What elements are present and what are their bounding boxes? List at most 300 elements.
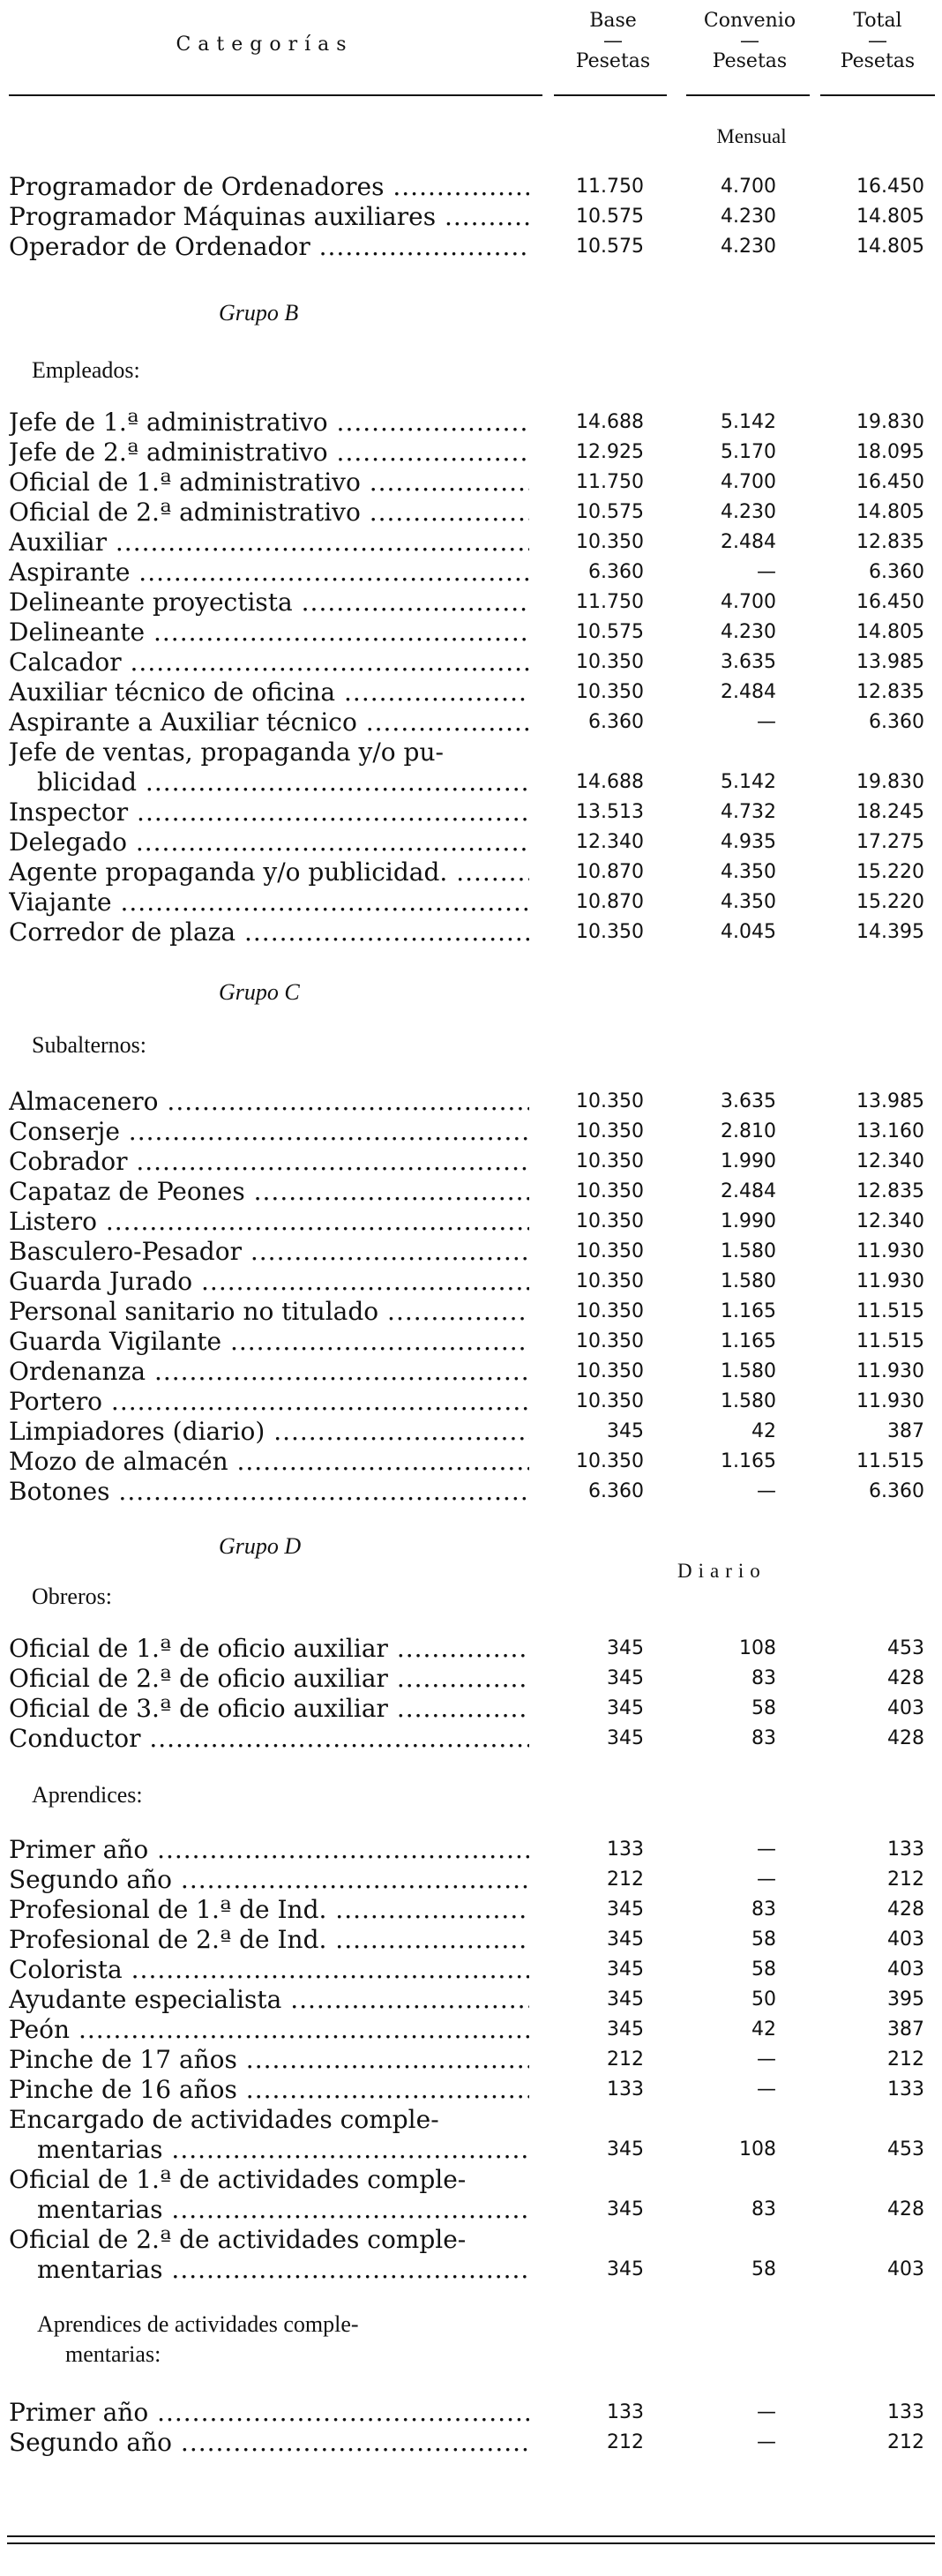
row-total: 11.515 — [856, 1300, 924, 1322]
grupo-b-rows-2 — [0, 798, 942, 947]
row-name: Peón ..... — [9, 2015, 529, 2045]
jefe-ventas-row — [0, 738, 942, 798]
row-name: Profesional de 2.ª de Ind. ..... — [9, 1925, 529, 1955]
header-convenio-dash: — — [740, 30, 759, 52]
row-base: 345 — [607, 1420, 644, 1442]
row-name: Inspector ..... — [9, 798, 529, 827]
row-base: 133 — [607, 2401, 644, 2423]
row-convenio: 5.142 — [721, 771, 776, 793]
row-base: 212 — [607, 1868, 644, 1891]
header-convenio-unit: Pesetas — [712, 50, 788, 72]
row-name: Guarda Jurado ..... — [9, 1267, 529, 1297]
row-convenio: 3.635 — [721, 651, 776, 673]
row-name: Personal sanitario no titulado ..... — [9, 1297, 529, 1327]
row-convenio: 2.484 — [721, 681, 776, 703]
row-convenio: 4.230 — [721, 236, 776, 258]
row-name: Oficial de 2.ª de actividades comple- — [9, 2225, 467, 2254]
row-name: Aspirante a Auxiliar técnico ..... — [9, 708, 529, 738]
grupo-c-rows — [0, 1087, 942, 1507]
table-row — [0, 708, 942, 738]
row-name: mentarias ..... — [37, 2255, 529, 2285]
row-name: Jefe de 1.ª administrativo ..... — [9, 408, 529, 438]
row-convenio: 83 — [751, 1727, 776, 1749]
row-name: Jefe de ventas, propaganda y/o pu- — [9, 738, 444, 767]
row-name: Jefe de 2.ª administrativo ..... — [9, 438, 529, 468]
row-total: 133 — [887, 2078, 924, 2100]
row-base: 10.350 — [576, 1120, 644, 1142]
table-row — [0, 2135, 942, 2165]
table-row — [0, 648, 942, 678]
row-convenio: — — [757, 1868, 776, 1891]
table-row — [0, 1147, 942, 1177]
row-name: Aspirante ..... — [9, 558, 529, 588]
row-name: Agente propaganda y/o publicidad. ..... — [9, 857, 529, 887]
table-row — [0, 1865, 942, 1895]
row-total: 12.835 — [856, 1180, 924, 1202]
row-total: 403 — [887, 1928, 924, 1951]
row-base: 345 — [607, 1697, 644, 1719]
row-base: 10.350 — [576, 1210, 644, 1232]
row-base: 345 — [607, 1928, 644, 1951]
row-name: Oficial de 2.ª administrativo ..... — [9, 498, 529, 528]
table-row — [0, 2015, 942, 2045]
row-base: 345 — [607, 1898, 644, 1921]
row-base: 10.350 — [576, 1150, 644, 1172]
row-name: Basculero-Pesador ..... — [9, 1237, 529, 1267]
row-name: Almacenero ..... — [9, 1087, 529, 1117]
table-row — [0, 1634, 942, 1664]
row-name: Primer año ..... — [9, 2398, 529, 2428]
table-row — [0, 1267, 942, 1297]
table-row — [0, 1477, 942, 1507]
row-convenio: 42 — [751, 2018, 776, 2041]
row-base: 10.350 — [576, 1450, 644, 1472]
row-base: 6.360 — [588, 561, 644, 583]
footer-rule — [7, 2542, 935, 2544]
row-base: 10.350 — [576, 1360, 644, 1382]
row-name: Portero ..... — [9, 1387, 529, 1417]
row-name: Profesional de 1.ª de Ind. ..... — [9, 1895, 529, 1925]
row-convenio: 108 — [739, 1637, 776, 1659]
row-total: 18.245 — [856, 801, 924, 823]
header-base — [547, 9, 679, 74]
row-convenio: 83 — [751, 2198, 776, 2220]
row-convenio: 4.700 — [721, 176, 776, 198]
table-row — [0, 202, 942, 232]
row-base: 345 — [607, 2138, 644, 2160]
grupo-c-subtitle: Subalternos: — [32, 1032, 146, 1058]
row-convenio: 3.635 — [721, 1090, 776, 1112]
header-rule — [686, 94, 810, 96]
row-name: Ordenanza ..... — [9, 1357, 529, 1387]
row-total: 15.220 — [856, 861, 924, 883]
row-name: Auxiliar ..... — [9, 528, 529, 558]
row-convenio: 58 — [751, 1958, 776, 1981]
row-name: Oficial de 1.ª de oficio auxiliar ..... — [9, 1634, 529, 1664]
row-convenio: 108 — [739, 2138, 776, 2160]
period-label-mensual: Mensual — [716, 125, 787, 147]
oficial-2-act-row — [0, 2225, 942, 2285]
row-total: 16.450 — [856, 176, 924, 198]
row-name: Corredor de plaza ..... — [9, 917, 529, 947]
table-row — [0, 1447, 942, 1477]
table-row — [0, 232, 942, 262]
row-base: 345 — [607, 1727, 644, 1749]
table-row — [0, 2105, 942, 2135]
table-row — [0, 1207, 942, 1237]
row-total: 14.805 — [856, 206, 924, 228]
row-name: Programador de Ordenadores ..... — [9, 172, 529, 202]
row-total: 6.360 — [869, 711, 924, 733]
table-row — [0, 528, 942, 558]
row-total: 428 — [887, 1667, 924, 1689]
table-row — [0, 1835, 942, 1865]
table-header — [0, 7, 942, 95]
row-convenio: 4.045 — [721, 921, 776, 943]
table-row — [0, 678, 942, 708]
row-convenio: 4.700 — [721, 591, 776, 613]
obreros-rows — [0, 1634, 942, 1754]
row-convenio: 5.142 — [721, 411, 776, 433]
table-row — [0, 1117, 942, 1147]
row-base: 11.750 — [576, 591, 644, 613]
row-convenio: 1.990 — [721, 1150, 776, 1172]
header-total-label: Total — [853, 10, 902, 32]
row-total: 13.985 — [856, 651, 924, 673]
row-total: 11.930 — [856, 1360, 924, 1382]
table-row — [0, 1177, 942, 1207]
row-name: Mozo de almacén ..... — [9, 1447, 529, 1477]
row-name: Colorista ..... — [9, 1955, 529, 1985]
table-row — [0, 1694, 942, 1724]
row-base: 14.688 — [576, 771, 644, 793]
row-base: 212 — [607, 2048, 644, 2071]
row-total: 12.340 — [856, 1150, 924, 1172]
row-base: 345 — [607, 2018, 644, 2041]
header-total-unit: Pesetas — [840, 50, 916, 72]
table-row — [0, 1297, 942, 1327]
row-convenio: 1.165 — [721, 1450, 776, 1472]
row-convenio: 4.230 — [721, 621, 776, 643]
row-name: Ayudante especialista ..... — [9, 1985, 529, 2015]
row-convenio: — — [757, 2431, 776, 2453]
row-convenio: 1.580 — [721, 1270, 776, 1292]
table-row — [0, 2075, 942, 2105]
row-total: 428 — [887, 1727, 924, 1749]
row-base: 10.350 — [576, 1300, 644, 1322]
row-name: Operador de Ordenador ..... — [9, 232, 529, 262]
table-row — [0, 438, 942, 468]
aprendices-rows — [0, 1835, 942, 2105]
row-convenio: — — [757, 561, 776, 583]
header-base-label: Base — [589, 10, 637, 32]
row-total: 403 — [887, 1697, 924, 1719]
row-convenio: 4.350 — [721, 891, 776, 913]
row-name: mentarias ..... — [37, 2195, 529, 2225]
table-row — [0, 798, 942, 827]
row-name: Limpiadores (diario) ..... — [9, 1417, 529, 1447]
obreros-label: Obreros: — [32, 1584, 112, 1609]
row-total: 387 — [887, 2018, 924, 2041]
row-base: 133 — [607, 1838, 644, 1861]
row-name: Programador Máquinas auxiliares ..... — [9, 202, 529, 232]
row-convenio: 1.580 — [721, 1240, 776, 1262]
row-base: 11.750 — [576, 176, 644, 198]
row-base: 11.750 — [576, 471, 644, 493]
row-base: 10.870 — [576, 891, 644, 913]
row-name: blicidad ..... — [37, 768, 529, 798]
header-rule — [820, 94, 935, 96]
row-convenio: — — [757, 2078, 776, 2100]
row-convenio: 2.810 — [721, 1120, 776, 1142]
row-name: Oficial de 3.ª de oficio auxiliar ..... — [9, 1694, 529, 1724]
table-row — [0, 827, 942, 857]
row-convenio: 4.732 — [721, 801, 776, 823]
row-base: 133 — [607, 2078, 644, 2100]
header-total — [820, 9, 935, 74]
row-convenio: — — [757, 1480, 776, 1502]
row-base: 345 — [607, 2258, 644, 2280]
row-total: 133 — [887, 1838, 924, 1861]
aprendices-act-label-1: Aprendices de actividades complе- — [37, 2311, 359, 2337]
row-total: 6.360 — [869, 561, 924, 583]
row-total: 19.830 — [856, 411, 924, 433]
row-total: 13.985 — [856, 1090, 924, 1112]
row-base: 345 — [607, 1637, 644, 1659]
table-row — [0, 1664, 942, 1694]
row-base: 6.360 — [588, 711, 644, 733]
row-base: 10.350 — [576, 1330, 644, 1352]
table-row — [0, 1357, 942, 1387]
row-base: 10.350 — [576, 651, 644, 673]
row-base: 12.925 — [576, 441, 644, 463]
row-total: 12.340 — [856, 1210, 924, 1232]
table-row — [0, 618, 942, 648]
header-convenio — [679, 9, 820, 74]
row-name: Delegado ..... — [9, 827, 529, 857]
row-name: Segundo año ..... — [9, 2428, 529, 2458]
row-name: Capataz de Peones ..... — [9, 1177, 529, 1207]
row-base: 12.340 — [576, 831, 644, 853]
row-convenio: 2.484 — [721, 531, 776, 553]
row-convenio: 1.580 — [721, 1390, 776, 1412]
oficial-1-act-row — [0, 2165, 942, 2225]
row-total: 11.930 — [856, 1270, 924, 1292]
row-name: Listero ..... — [9, 1207, 529, 1237]
table-row — [0, 1724, 942, 1754]
row-total: 14.805 — [856, 501, 924, 523]
row-total: 17.275 — [856, 831, 924, 853]
row-total: 428 — [887, 1898, 924, 1921]
aprendices-label: Aprendices: — [32, 1782, 143, 1808]
row-base: 345 — [607, 2198, 644, 2220]
row-base: 10.575 — [576, 501, 644, 523]
row-convenio: — — [757, 2401, 776, 2423]
row-total: 12.835 — [856, 681, 924, 703]
row-base: 10.350 — [576, 1090, 644, 1112]
row-name: Pinche de 17 años ..... — [9, 2045, 529, 2075]
row-base: 10.870 — [576, 861, 644, 883]
row-convenio: 50 — [751, 1988, 776, 2011]
row-total: 14.395 — [856, 921, 924, 943]
table-row — [0, 738, 942, 768]
row-convenio: 4.230 — [721, 206, 776, 228]
row-total: 6.360 — [869, 1480, 924, 1502]
row-convenio: 4.230 — [721, 501, 776, 523]
table-row — [0, 498, 942, 528]
row-total: 212 — [887, 2048, 924, 2071]
row-base: 10.575 — [576, 236, 644, 258]
header-categorias: Categorías — [176, 34, 354, 56]
header-convenio-label: Convenio — [703, 10, 796, 32]
row-convenio: 83 — [751, 1667, 776, 1689]
row-convenio: 4.935 — [721, 831, 776, 853]
row-base: 345 — [607, 1667, 644, 1689]
table-row — [0, 588, 942, 618]
table-row — [0, 887, 942, 917]
row-total: 16.450 — [856, 471, 924, 493]
row-total: 395 — [887, 1988, 924, 2011]
header-rule — [9, 94, 542, 96]
table-row — [0, 2428, 942, 2458]
grupo-d-title: Grupo D — [219, 1533, 302, 1559]
row-base: 212 — [607, 2431, 644, 2453]
row-name: Oficial de 1.ª administrativo ..... — [9, 468, 529, 498]
table-row — [0, 917, 942, 947]
row-base: 10.350 — [576, 531, 644, 553]
table-row — [0, 408, 942, 438]
row-total: 11.930 — [856, 1240, 924, 1262]
grupo-a-rows — [0, 172, 942, 262]
table-row — [0, 2255, 942, 2285]
row-total: 16.450 — [856, 591, 924, 613]
row-total: 14.805 — [856, 621, 924, 643]
header-rule — [554, 94, 667, 96]
row-convenio: 58 — [751, 1697, 776, 1719]
row-base: 345 — [607, 1988, 644, 2011]
aprendices-act-rows — [0, 2398, 942, 2458]
row-name: Botones ..... — [9, 1477, 529, 1507]
table-row — [0, 2045, 942, 2075]
row-convenio: 1.165 — [721, 1330, 776, 1352]
row-name: Delineante ..... — [9, 618, 529, 648]
row-name: Delineante proyectista ..... — [9, 588, 529, 618]
row-convenio: 42 — [751, 1420, 776, 1442]
encargado-row — [0, 2105, 942, 2165]
row-base: 10.575 — [576, 206, 644, 228]
row-base: 10.350 — [576, 1180, 644, 1202]
row-total: 13.160 — [856, 1120, 924, 1142]
table-row — [0, 857, 942, 887]
table-row — [0, 1417, 942, 1447]
row-name: Conductor ..... — [9, 1724, 529, 1754]
row-name: Encargado de actividades comple- — [9, 2105, 439, 2134]
row-convenio: — — [757, 711, 776, 733]
table-row — [0, 2195, 942, 2225]
row-total: 453 — [887, 1637, 924, 1659]
row-convenio: 2.484 — [721, 1180, 776, 1202]
table-row — [0, 1895, 942, 1925]
row-base: 10.350 — [576, 921, 644, 943]
table-row — [0, 1327, 942, 1357]
table-row — [0, 558, 942, 588]
row-name: Pinche de 16 años ..... — [9, 2075, 529, 2105]
row-total: 403 — [887, 2258, 924, 2280]
row-name: Guarda Vigilante ..... — [9, 1327, 529, 1357]
row-convenio: 4.350 — [721, 861, 776, 883]
row-name: mentarias ..... — [37, 2135, 529, 2165]
row-base: 10.350 — [576, 1390, 644, 1412]
row-total: 11.930 — [856, 1390, 924, 1412]
aprendices-act-label-2: mentarias: — [65, 2341, 161, 2367]
row-total: 12.835 — [856, 531, 924, 553]
row-convenio: — — [757, 2048, 776, 2071]
table-row — [0, 1087, 942, 1117]
row-name: Cobrador ..... — [9, 1147, 529, 1177]
row-convenio: 1.165 — [721, 1300, 776, 1322]
table-row — [0, 2225, 942, 2255]
row-base: 6.360 — [588, 1480, 644, 1502]
header-total-dash: — — [868, 30, 887, 52]
row-name: Auxiliar técnico de oficina ..... — [9, 678, 529, 708]
grupo-b-title: Grupo B — [219, 300, 299, 326]
row-convenio: 58 — [751, 1928, 776, 1951]
table-row — [0, 172, 942, 202]
table-row — [0, 1925, 942, 1955]
period-label-diario: Diario — [677, 1560, 766, 1582]
row-convenio: 1.990 — [721, 1210, 776, 1232]
row-total: 403 — [887, 1958, 924, 1981]
header-base-dash: — — [603, 30, 623, 52]
row-base: 10.350 — [576, 1240, 644, 1262]
row-convenio: 83 — [751, 1898, 776, 1921]
row-convenio: 5.170 — [721, 441, 776, 463]
grupo-b-subtitle: Empleados: — [32, 357, 140, 383]
row-total: 19.830 — [856, 771, 924, 793]
grupo-b-rows — [0, 408, 942, 738]
row-base: 10.350 — [576, 681, 644, 703]
row-name: Conserje ..... — [9, 1117, 529, 1147]
row-convenio: 58 — [751, 2258, 776, 2280]
row-convenio: 1.580 — [721, 1360, 776, 1382]
row-name: Segundo año ..... — [9, 1865, 529, 1895]
row-base: 10.575 — [576, 621, 644, 643]
row-base: 13.513 — [576, 801, 644, 823]
table-row — [0, 1237, 942, 1267]
row-total: 453 — [887, 2138, 924, 2160]
header-base-unit: Pesetas — [575, 50, 651, 72]
row-total: 387 — [887, 1420, 924, 1442]
row-convenio: 4.700 — [721, 471, 776, 493]
table-row — [0, 1387, 942, 1417]
footer-rule — [7, 2535, 935, 2537]
row-base: 14.688 — [576, 411, 644, 433]
row-convenio: — — [757, 1838, 776, 1861]
row-name: Primer año ..... — [9, 1835, 529, 1865]
row-base: 10.350 — [576, 1270, 644, 1292]
row-total: 212 — [887, 1868, 924, 1891]
row-base: 345 — [607, 1958, 644, 1981]
row-name: Oficial de 2.ª de oficio auxiliar ..... — [9, 1664, 529, 1694]
row-total: 11.515 — [856, 1450, 924, 1472]
table-row — [0, 1985, 942, 2015]
row-name: Calcador ..... — [9, 648, 529, 678]
row-total: 212 — [887, 2431, 924, 2453]
row-total: 428 — [887, 2198, 924, 2220]
table-row — [0, 1955, 942, 1985]
row-total: 15.220 — [856, 891, 924, 913]
row-total: 14.805 — [856, 236, 924, 258]
